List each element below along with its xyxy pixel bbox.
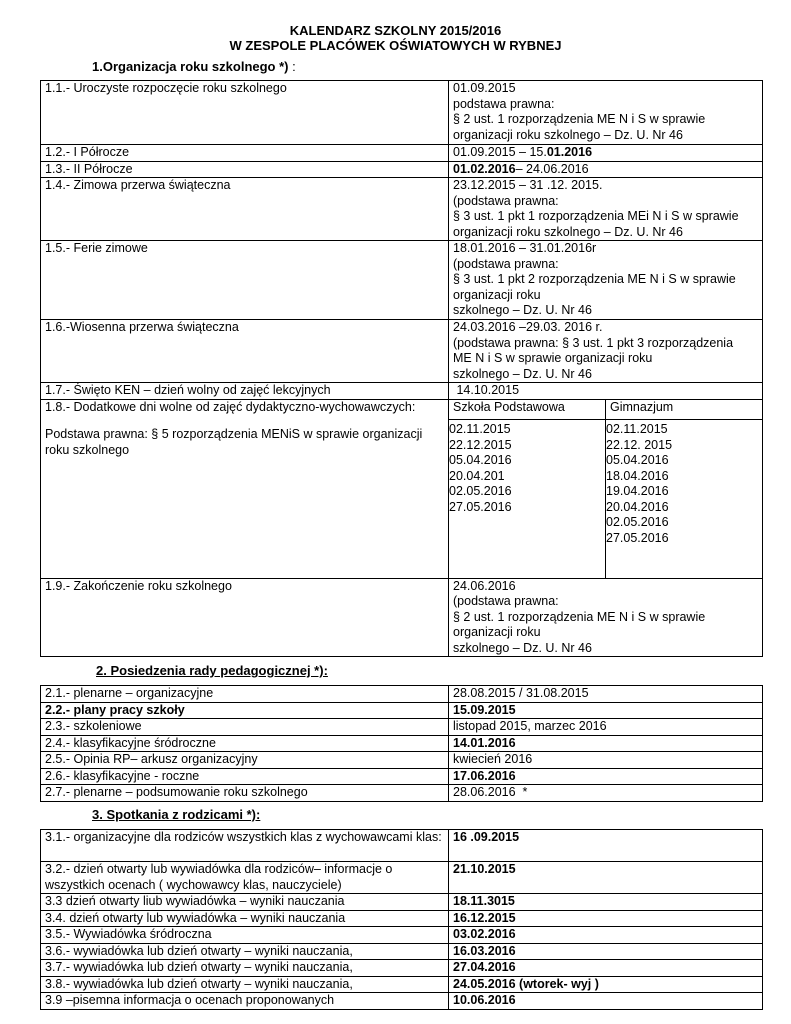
pedagogical-council-table bbox=[40, 685, 763, 802]
row-label: 3.5.- Wywiadówka śródroczna bbox=[41, 927, 449, 944]
table-row bbox=[41, 320, 763, 383]
table-row bbox=[41, 81, 763, 145]
row-value: 14.01.2016 bbox=[449, 735, 763, 752]
table-row bbox=[41, 383, 763, 400]
row-label: 3.2.- dzień otwarty lub wywiadówka dla rodziców– informacje o wszystkich ocenach ( wychowawcy klas, nauczyciele) bbox=[41, 862, 449, 894]
row-label: 1.2.- I Półrocze bbox=[41, 145, 449, 162]
table-row bbox=[41, 768, 763, 785]
school-year-organization-table bbox=[40, 80, 763, 657]
date-item: 22.12.2015 bbox=[449, 437, 512, 452]
table-row bbox=[41, 830, 763, 862]
row-value: 24.05.2016 (wtorek- wyj ) bbox=[449, 976, 763, 993]
date-item: 27.05.2016 bbox=[449, 499, 512, 514]
date-item: 20.04.201 bbox=[449, 468, 505, 483]
document-title-line1: KALENDARZ SZKOLNY 2015/2016 bbox=[289, 23, 502, 38]
date-item: 20.04.2016 bbox=[606, 499, 669, 514]
date-item: 27.05.2016 bbox=[606, 530, 669, 545]
table-row bbox=[41, 943, 763, 960]
row-label: 1.9.- Zakończenie roku szkolnego bbox=[41, 578, 449, 657]
date-item: 05.04.2016 bbox=[449, 453, 512, 467]
date-item: 22.12. 2015 bbox=[606, 437, 673, 452]
section2-heading: 2. Posiedzenia rady pedagogicznej *): bbox=[96, 663, 328, 678]
row-value: kwiecień 2016 bbox=[449, 752, 763, 769]
row-label: 2.1.- plenarne – organizacyjne bbox=[41, 686, 449, 703]
row-value: 16.03.2016 bbox=[449, 943, 763, 960]
row-label: 2.7.- plenarne – podsumowanie roku szkolnego bbox=[41, 785, 449, 802]
row-value: 17.06.2016 bbox=[449, 768, 763, 785]
table-row bbox=[41, 910, 763, 927]
row-label: 3.7.- wywiadówka lub dzień otwarty – wyniki nauczania, bbox=[41, 960, 449, 977]
row-value: 28.08.2015 / 31.08.2015 bbox=[449, 686, 763, 703]
row-value: 18.01.2016 – 31.01.2016r (podstawa prawna: § 3 ust. 1 pkt 2 rozporządzenia ME N i S w sprawie organizacji roku szkolnego – Dz. U. Nr 46 bbox=[449, 241, 763, 320]
date-item: 02.05.2016 bbox=[449, 484, 512, 498]
table-row bbox=[41, 862, 763, 894]
table-row bbox=[41, 178, 763, 241]
table-row bbox=[41, 241, 763, 320]
row-value: 23.12.2015 – 31 .12. 2015. (podstawa prawna: § 3 ust. 1 pkt 1 rozporządzenia MEi N i S w sprawie organizacji roku szkolnego – Dz. U. Nr 46 bbox=[449, 178, 763, 241]
table-row bbox=[41, 719, 763, 736]
row-label: 3.1.- organizacyjne dla rodziców wszystkich klas z wychowawcami klas: bbox=[41, 830, 449, 862]
row-label: 3.6.- wywiadówka lub dzień otwarty – wyniki nauczania, bbox=[41, 943, 449, 960]
table-row bbox=[41, 894, 763, 911]
parent-meetings-table bbox=[40, 829, 763, 1010]
row-label: 3.8.- wywiadówka lub dzień otwarty – wyniki nauczania, bbox=[41, 976, 449, 993]
row-value: 24.03.2016 –29.03. 2016 r. (podstawa prawna: § 3 ust. 1 pkt 3 rozporządzenia ME N i S w sprawie organizacji roku szkolnego – Dz. U. Nr 46 bbox=[449, 320, 763, 383]
row-value: 24.06.2016 (podstawa prawna: § 2 ust. 1 rozporządzenia ME N i S w sprawie organizacji roku szkolnego – Dz. U. Nr 46 bbox=[449, 578, 763, 657]
row-label: 1.8.- Dodatkowe dni wolne od zajęć dydaktyczno-wychowawczych: Podstawa prawna: § 5 rozporządzenia MENiS w sprawie organizacji roku szkolnego bbox=[41, 399, 449, 578]
row-value: 28.06.2016 * bbox=[449, 785, 763, 802]
row-label: 1.3.- II Półrocze bbox=[41, 161, 449, 178]
table-row bbox=[41, 735, 763, 752]
gymnasium-header: Gimnazjum bbox=[610, 399, 674, 414]
row-value: 27.04.2016 bbox=[449, 960, 763, 977]
document-title-line2: W ZESPOLE PLACÓWEK OŚWIATOWYCH W RYBNEJ bbox=[229, 38, 562, 53]
row-label: 3.9 –pisemna informacja o ocenach proponowanych bbox=[41, 993, 449, 1010]
table-row bbox=[41, 161, 763, 178]
row-value: 21.10.2015 bbox=[449, 862, 763, 894]
row-label: 2.4.- klasyfikacyjne śródroczne bbox=[41, 735, 449, 752]
row-label: 1.4.- Zimowa przerwa świąteczna bbox=[41, 178, 449, 241]
row-label: 3.4. dzień otwarty lub wywiadówka – wyniki nauczania bbox=[41, 910, 449, 927]
table-row bbox=[41, 145, 763, 162]
date-item: 18.04.2016 bbox=[606, 468, 669, 483]
row-value: listopad 2015, marzec 2016 bbox=[449, 719, 763, 736]
row-label: 1.7.- Święto KEN – dzień wolny od zajęć lekcyjnych bbox=[41, 383, 449, 400]
section3-heading: 3. Spotkania z rodzicami *): bbox=[92, 807, 261, 822]
table-row bbox=[41, 976, 763, 993]
row-value: 16 .09.2015 bbox=[449, 830, 763, 862]
row-value: 14.10.2015 bbox=[449, 383, 763, 400]
row-value: 10.06.2016 bbox=[449, 993, 763, 1010]
extra-days-off-cell bbox=[449, 399, 763, 578]
date-item: 02.11.2015 bbox=[449, 422, 511, 436]
date-item: 05.04.2016 bbox=[606, 453, 669, 467]
row-value: 01.09.2015 podstawa prawna: § 2 ust. 1 rozporządzenia ME N i S w sprawie organizacji roku szkolnego – Dz. U. Nr 46 bbox=[449, 81, 763, 145]
table-row bbox=[41, 785, 763, 802]
table-row bbox=[41, 686, 763, 703]
row-value: 01.02.2016– 24.06.2016 bbox=[449, 161, 763, 178]
row-value: 01.09.2015 – 15.01.2016 bbox=[449, 145, 763, 162]
row-label: 1.6.-Wiosenna przerwa świąteczna bbox=[41, 320, 449, 383]
row-label: 3.3 dzień otwarty liub wywiadówka – wyniki nauczania bbox=[41, 894, 449, 911]
row-value: 18.11.3015 bbox=[449, 894, 763, 911]
primary-school-column bbox=[449, 400, 605, 578]
primary-school-header: Szkoła Podstawowa bbox=[453, 399, 565, 414]
row-label: 1.1.- Uroczyste rozpoczęcie roku szkolnego bbox=[41, 81, 449, 145]
row-label: 2.2.- plany pracy szkoły bbox=[41, 702, 449, 719]
date-item: 02.05.2016 bbox=[606, 515, 669, 529]
section1-heading: 1.Organizacja roku szkolnego *) : bbox=[92, 59, 296, 74]
table-row bbox=[41, 702, 763, 719]
table-row bbox=[41, 927, 763, 944]
date-item: 19.04.2016 bbox=[606, 484, 669, 498]
table-row bbox=[41, 399, 763, 578]
row-value: 03.02.2016 bbox=[449, 927, 763, 944]
row-value: 15.09.2015 bbox=[449, 702, 763, 719]
row-value: 16.12.2015 bbox=[449, 910, 763, 927]
table-row bbox=[41, 960, 763, 977]
row-label: 2.5.- Opinia RP– arkusz organizacyjny bbox=[41, 752, 449, 769]
table-row bbox=[41, 578, 763, 657]
row-label: 2.3.- szkoleniowe bbox=[41, 719, 449, 736]
row-label: 2.6.- klasyfikacyjne - roczne bbox=[41, 768, 449, 785]
table-row bbox=[41, 752, 763, 769]
table-row bbox=[41, 993, 763, 1010]
row-label: 1.5.- Ferie zimowe bbox=[41, 241, 449, 320]
date-item: 02.11.2015 bbox=[606, 422, 668, 436]
gymnasium-column bbox=[605, 400, 762, 578]
